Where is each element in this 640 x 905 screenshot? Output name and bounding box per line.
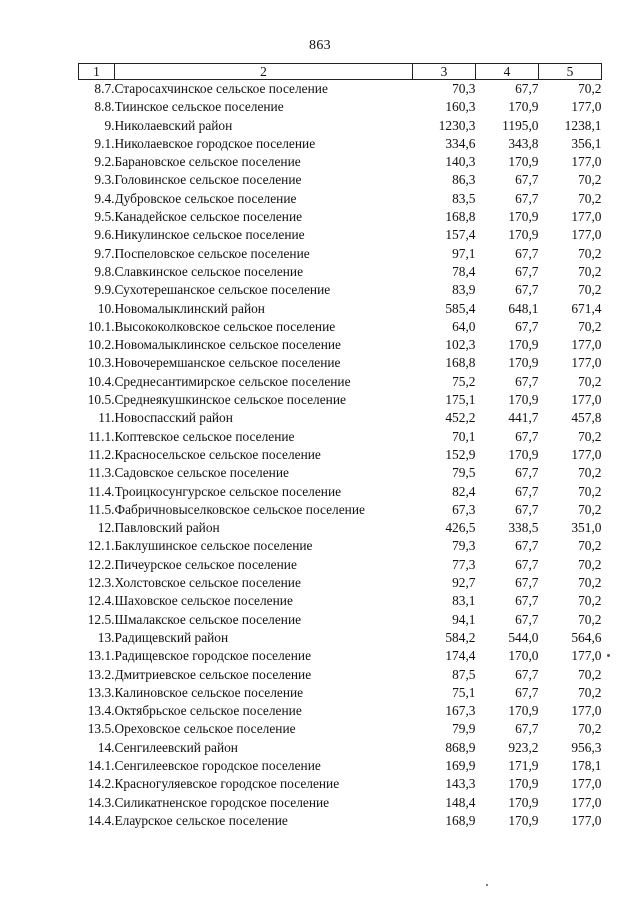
header-row <box>79 64 602 80</box>
table-row <box>79 153 602 171</box>
row-name: Сенгилеевское городское поселение <box>114 757 321 773</box>
row-value-col5: 671,4 <box>571 300 602 316</box>
table-row <box>79 464 602 482</box>
row-value-col4: 67,7 <box>515 666 539 682</box>
row-name: Октябрьское сельское поселение <box>114 703 302 719</box>
row-value-col5: 1238,1 <box>564 117 602 133</box>
row-value-col5: 70,2 <box>578 593 602 609</box>
row-number: 8.7. <box>94 81 115 96</box>
row-name: Сенгилеевский район <box>114 739 238 755</box>
table-row <box>79 190 602 208</box>
row-value-col5: 70,2 <box>578 81 602 96</box>
row-value-col3: 160,3 <box>445 99 476 115</box>
row-number: 12.2. <box>87 556 115 572</box>
row-value-col4: 170,9 <box>508 776 539 792</box>
row-value-col4: 170,9 <box>508 227 539 243</box>
row-value-col3: 148,4 <box>445 794 476 810</box>
table-row <box>79 428 602 446</box>
column-header-2: 2 <box>115 64 413 80</box>
table-row <box>79 611 602 629</box>
row-number: 11.1. <box>88 428 115 444</box>
table-row-district <box>79 739 602 757</box>
row-value-col5: 177,0 <box>571 355 602 371</box>
row-value-col5: 70,2 <box>578 245 602 261</box>
row-value-col4: 1195,0 <box>502 117 539 133</box>
column-header-4: 4 <box>476 64 539 80</box>
table-row <box>79 318 602 336</box>
row-value-col5: 70,2 <box>578 373 602 389</box>
row-value-col4: 441,7 <box>508 410 539 426</box>
table-row-district <box>79 300 602 318</box>
row-value-col3: 79,9 <box>452 721 476 737</box>
row-value-col3: 92,7 <box>452 575 476 591</box>
row-value-col3: 174,4 <box>445 648 476 664</box>
row-value-col5: 70,2 <box>578 172 602 188</box>
table-row-district <box>79 519 602 537</box>
row-value-col3: 157,4 <box>445 227 476 243</box>
row-value-col3: 79,3 <box>452 538 476 554</box>
row-number: 8.8. <box>94 99 115 115</box>
row-value-col3: 79,5 <box>452 465 476 481</box>
table-row <box>79 354 602 372</box>
row-value-col4: 923,2 <box>508 739 539 755</box>
row-name: Славкинское сельское поселение <box>114 263 304 279</box>
row-value-col5: 177,0 <box>571 227 602 243</box>
row-name: Новоспасский район <box>114 410 233 426</box>
table-row <box>79 647 602 665</box>
row-value-col4: 170,9 <box>508 794 539 810</box>
row-value-col3: 83,1 <box>452 593 476 609</box>
row-number: 13.2. <box>87 666 115 682</box>
row-value-col3: 585,4 <box>445 300 476 316</box>
row-value-col5: 177,0 <box>571 209 602 225</box>
table-header <box>79 64 602 80</box>
row-name: Новомалыклинское сельское поселение <box>114 337 342 353</box>
table-row-district <box>79 409 602 427</box>
row-value-col3: 143,3 <box>445 776 476 792</box>
table-row <box>79 556 602 574</box>
row-value-col5: 70,2 <box>578 318 602 334</box>
row-value-col3: 168,8 <box>445 209 476 225</box>
table-row <box>79 135 602 153</box>
row-number: 10.5. <box>87 392 115 408</box>
row-name: Барановское сельское поселение <box>114 154 301 170</box>
row-value-col4: 170,9 <box>508 812 539 828</box>
row-value-col4: 338,5 <box>508 520 539 536</box>
row-value-col3: 78,4 <box>452 263 476 279</box>
row-name: Садовское сельское поселение <box>114 465 289 481</box>
table-row <box>79 245 602 263</box>
row-value-col3: 334,6 <box>445 135 476 151</box>
row-number: 11.3. <box>88 465 115 481</box>
column-header-5: 5 <box>539 64 602 80</box>
row-value-col4: 170,9 <box>508 154 539 170</box>
row-value-col3: 86,3 <box>452 172 476 188</box>
row-value-col3: 94,1 <box>452 611 476 627</box>
row-value-col4: 170,9 <box>508 392 539 408</box>
row-number: 12. <box>97 520 115 536</box>
row-number: 14. <box>97 739 115 755</box>
table-row <box>79 373 602 391</box>
row-value-col3: 67,3 <box>452 501 476 517</box>
row-value-col5: 177,0 <box>571 812 602 828</box>
row-value-col5: 70,2 <box>578 611 602 627</box>
row-name: Среднесантимирское сельское поселение <box>114 373 351 389</box>
row-number: 13. <box>97 629 115 645</box>
data-table <box>78 63 602 830</box>
row-name: Силикатненское городское поселение <box>114 794 330 810</box>
row-number: 11.4. <box>88 483 115 499</box>
row-value-col4: 648,1 <box>508 300 539 316</box>
table-row <box>79 501 602 519</box>
row-number: 13.1. <box>87 648 115 664</box>
scan-speck <box>486 884 488 886</box>
row-name: Старосахчинское сельское поселение <box>114 81 328 96</box>
row-value-col5: 177,0 <box>571 703 602 719</box>
row-value-col4: 67,7 <box>515 465 539 481</box>
row-value-col4: 67,7 <box>515 245 539 261</box>
row-number: 9.6. <box>94 227 115 243</box>
table-row <box>79 281 602 299</box>
row-value-col3: 1230,3 <box>438 117 476 133</box>
row-number: 14.1. <box>87 757 115 773</box>
row-name: Радищевское городское поселение <box>114 648 312 664</box>
row-value-col5: 177,0 <box>571 337 602 353</box>
row-value-col5: 70,2 <box>578 483 602 499</box>
row-number: 9.4. <box>94 190 115 206</box>
row-value-col3: 87,5 <box>452 666 476 682</box>
row-value-col4: 67,7 <box>515 318 539 334</box>
row-value-col5: 178,1 <box>571 757 602 773</box>
row-value-col3: 169,9 <box>445 757 476 773</box>
row-value-col3: 82,4 <box>452 483 476 499</box>
row-value-col3: 152,9 <box>445 446 476 462</box>
row-value-col5: 457,8 <box>571 410 602 426</box>
row-name: Шмалакское сельское поселение <box>114 611 302 627</box>
row-value-col3: 70,3 <box>452 81 476 96</box>
row-value-col3: 175,1 <box>445 392 476 408</box>
row-value-col4: 67,7 <box>515 575 539 591</box>
row-value-col5: 177,0 <box>571 99 602 115</box>
row-value-col4: 67,7 <box>515 684 539 700</box>
table-row <box>79 226 602 244</box>
row-value-col3: 83,5 <box>452 190 476 206</box>
row-value-col4: 67,7 <box>515 538 539 554</box>
row-name: Павловский район <box>114 520 220 536</box>
row-number: 13.3. <box>87 684 115 700</box>
row-value-col3: 168,8 <box>445 355 476 371</box>
row-name: Головинское сельское поселение <box>114 172 302 188</box>
row-name: Новочеремшанское сельское поселение <box>114 355 341 371</box>
row-value-col3: 452,2 <box>445 410 476 426</box>
row-value-col5: 564,6 <box>571 629 602 645</box>
row-value-col4: 67,7 <box>515 190 539 206</box>
row-value-col5: 70,2 <box>578 721 602 737</box>
row-value-col5: 70,2 <box>578 684 602 700</box>
table-row <box>79 98 602 116</box>
row-name: Среднеякушкинское сельское поселение <box>114 392 346 408</box>
table-row <box>79 684 602 702</box>
row-value-col3: 75,2 <box>452 373 476 389</box>
row-number: 10. <box>97 300 115 316</box>
table-row <box>79 171 602 189</box>
row-value-col4: 67,7 <box>515 593 539 609</box>
table-row <box>79 483 602 501</box>
row-value-col4: 67,7 <box>515 282 539 298</box>
column-header-3: 3 <box>413 64 476 80</box>
row-name: Коптевское сельское поселение <box>114 428 295 444</box>
row-value-col4: 67,7 <box>515 172 539 188</box>
row-number: 9.8. <box>94 263 115 279</box>
row-value-col4: 67,7 <box>515 721 539 737</box>
row-value-col5: 356,1 <box>571 135 602 151</box>
row-number: 10.3. <box>87 355 115 371</box>
row-value-col5: 70,2 <box>578 501 602 517</box>
row-value-col3: 167,3 <box>445 703 476 719</box>
row-value-col4: 67,7 <box>515 483 539 499</box>
row-value-col5: 70,2 <box>578 282 602 298</box>
table-row <box>79 666 602 684</box>
row-value-col3: 64,0 <box>452 318 476 334</box>
table-row <box>79 757 602 775</box>
row-number: 13.5. <box>87 721 115 737</box>
row-number: 13.4. <box>87 703 115 719</box>
table-body <box>79 80 602 831</box>
row-number: 10.4. <box>87 373 115 389</box>
row-value-col4: 67,7 <box>515 501 539 517</box>
row-name: Тиинское сельское поселение <box>114 99 284 115</box>
row-number: 12.5. <box>87 611 115 627</box>
row-number: 12.1. <box>87 538 115 554</box>
row-value-col3: 83,9 <box>452 282 476 298</box>
table-row <box>79 812 602 830</box>
table-row <box>79 446 602 464</box>
row-value-col4: 67,7 <box>515 263 539 279</box>
row-value-col5: 70,2 <box>578 263 602 279</box>
row-number: 14.3. <box>87 794 115 810</box>
table-row <box>79 208 602 226</box>
row-value-col4: 170,9 <box>508 209 539 225</box>
row-name: Красносельское сельское поселение <box>114 446 321 462</box>
row-number: 12.4. <box>87 593 115 609</box>
row-value-col3: 77,3 <box>452 556 476 572</box>
row-number: 9. <box>104 117 115 133</box>
row-name: Радищевский район <box>114 629 229 645</box>
row-value-col4: 170,9 <box>508 446 539 462</box>
row-value-col4: 67,7 <box>515 611 539 627</box>
row-value-col5: 70,2 <box>578 538 602 554</box>
row-value-col4: 67,7 <box>515 81 539 96</box>
row-value-col5: 177,0 <box>571 648 602 664</box>
row-value-col5: 177,0 <box>571 776 602 792</box>
row-value-col5: 177,0 <box>571 794 602 810</box>
row-value-col3: 75,1 <box>452 684 476 700</box>
row-value-col4: 67,7 <box>515 428 539 444</box>
row-name: Троицкосунгурское сельское поселение <box>114 483 342 499</box>
row-value-col5: 177,0 <box>571 154 602 170</box>
row-value-col4: 170,9 <box>508 355 539 371</box>
row-value-col4: 171,9 <box>508 757 539 773</box>
row-name: Никулинское сельское поселение <box>114 227 305 243</box>
row-value-col4: 170,9 <box>508 337 539 353</box>
row-value-col4: 544,0 <box>508 629 539 645</box>
row-number: 9.7. <box>94 245 115 261</box>
row-value-col5: 70,2 <box>578 428 602 444</box>
row-name: Шаховское сельское поселение <box>114 593 293 609</box>
row-number: 9.3. <box>94 172 115 188</box>
scan-speck <box>607 654 610 657</box>
row-number: 9.2. <box>94 154 115 170</box>
table-row <box>79 336 602 354</box>
table-row <box>79 263 602 281</box>
row-number: 11.2. <box>88 446 115 462</box>
row-value-col4: 67,7 <box>515 373 539 389</box>
row-name: Новомалыклинский район <box>114 300 265 316</box>
row-value-col4: 170,9 <box>508 703 539 719</box>
table-row <box>79 775 602 793</box>
row-number: 12.3. <box>87 575 115 591</box>
table-row <box>79 702 602 720</box>
row-number: 9.9. <box>94 282 115 298</box>
row-value-col3: 102,3 <box>445 337 476 353</box>
row-name: Канадейское сельское поселение <box>114 209 303 225</box>
row-value-col5: 351,0 <box>571 520 602 536</box>
row-value-col3: 168,9 <box>445 812 476 828</box>
table-row <box>79 574 602 592</box>
table-row <box>79 537 602 555</box>
row-value-col3: 70,1 <box>452 428 476 444</box>
row-name: Николаевский район <box>114 117 233 133</box>
table-row-district <box>79 629 602 647</box>
row-name: Красногуляевское городское поселение <box>114 776 340 792</box>
row-value-col5: 177,0 <box>571 446 602 462</box>
row-value-col5: 956,3 <box>571 739 602 755</box>
row-number: 14.4. <box>87 812 115 828</box>
row-value-col4: 170,9 <box>508 99 539 115</box>
row-value-col5: 177,0 <box>571 392 602 408</box>
row-value-col5: 70,2 <box>578 190 602 206</box>
row-value-col5: 70,2 <box>578 575 602 591</box>
row-name: Николаевское городское поселение <box>114 135 316 151</box>
row-name: Калиновское сельское поселение <box>114 684 304 700</box>
row-name: Елаурское сельское поселение <box>114 812 288 828</box>
row-number: 10.2. <box>87 337 115 353</box>
row-value-col3: 426,5 <box>445 520 476 536</box>
row-value-col5: 70,2 <box>578 556 602 572</box>
table-row <box>79 80 602 99</box>
row-number: 9.5. <box>94 209 115 225</box>
row-value-col4: 67,7 <box>515 556 539 572</box>
table-row <box>79 592 602 610</box>
row-value-col5: 70,2 <box>578 465 602 481</box>
row-name: Высококолковское сельское поселение <box>114 318 336 334</box>
row-name: Дмитриевское сельское поселение <box>114 666 312 682</box>
row-name: Поспеловское сельское поселение <box>114 245 310 261</box>
row-name: Баклушинское сельское поселение <box>114 538 313 554</box>
page-number: 863 <box>309 38 331 53</box>
row-number: 11.5. <box>88 501 115 517</box>
row-number: 10.1. <box>87 318 115 334</box>
table-row-district <box>79 117 602 135</box>
column-header-1: 1 <box>79 64 115 80</box>
row-name: Пичеурское сельское поселение <box>114 556 297 572</box>
row-name: Фабричновыселковское сельское поселение <box>114 501 365 517</box>
row-value-col3: 140,3 <box>445 154 476 170</box>
table-row <box>79 794 602 812</box>
row-value-col4: 343,8 <box>508 135 539 151</box>
row-value-col3: 97,1 <box>452 245 476 261</box>
row-value-col4: 170,0 <box>508 648 539 664</box>
row-name: Холстовское сельское поселение <box>114 575 301 591</box>
row-value-col3: 868,9 <box>445 739 476 755</box>
row-number: 11. <box>98 410 115 426</box>
row-name: Дубровское сельское поселение <box>114 190 297 206</box>
row-number: 14.2. <box>87 776 115 792</box>
table-row <box>79 720 602 738</box>
row-value-col5: 70,2 <box>578 666 602 682</box>
table-row <box>79 391 602 409</box>
row-number: 9.1. <box>94 135 115 151</box>
row-name: Сухотерешанское сельское поселение <box>114 282 331 298</box>
row-value-col3: 584,2 <box>445 629 476 645</box>
row-name: Ореховское сельское поселение <box>114 721 296 737</box>
